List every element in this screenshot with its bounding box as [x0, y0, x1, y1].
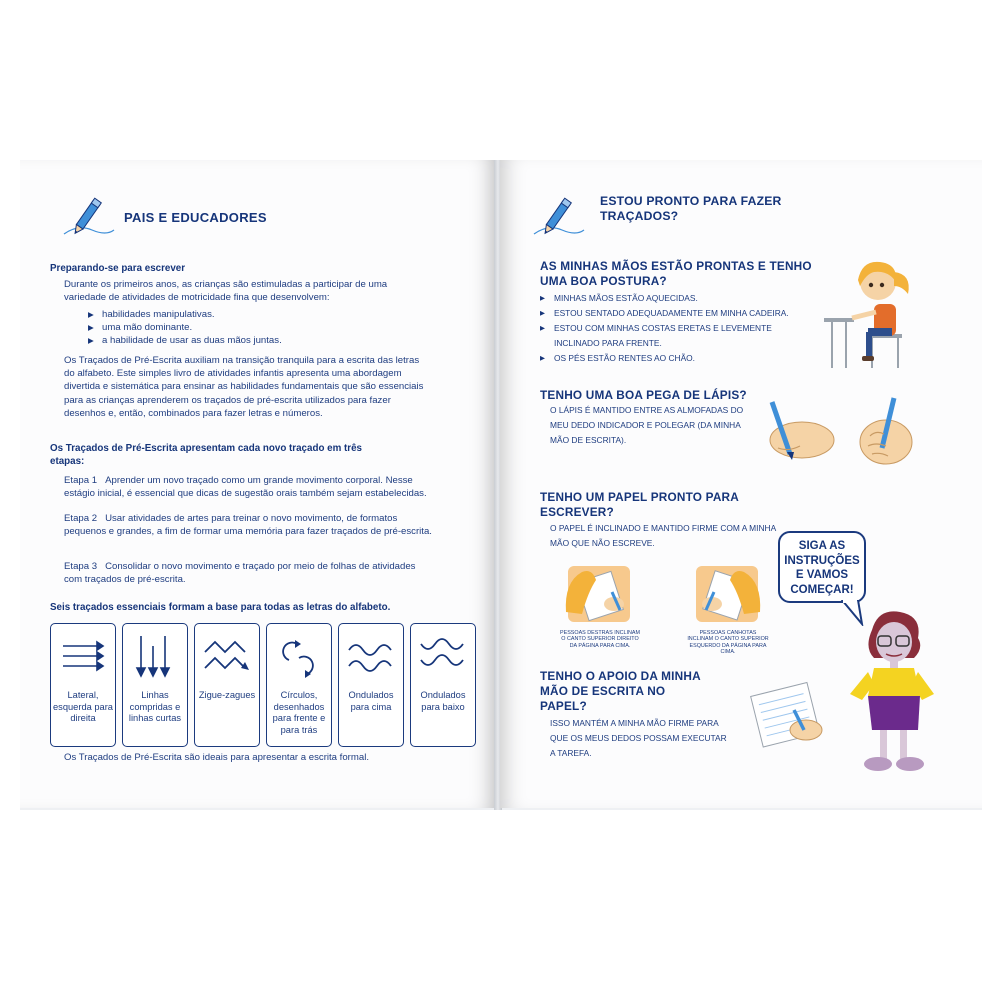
stroke-card-lateral — [50, 623, 116, 747]
left-page-title: PAIS E EDUCADORES — [124, 210, 267, 225]
right-page — [500, 160, 982, 808]
right-handed-caption: PESSOAS DESTRAS INCLINAM O CANTO SUPERIOR DIREITO DA PÁGINA PARA CIMA. — [560, 630, 640, 649]
list-item: ▶ habilidades manipulativas. — [88, 308, 388, 321]
right-page-title: ESTOU PRONTO PARA FAZER TRAÇADOS? — [600, 194, 782, 223]
teacher-character-illustration — [838, 608, 948, 780]
paragraph-two: Os Traçados de Pré-Escrita auxiliam na transição tranquila para a escrita das letras do alfabeto. Este simples livro de atividades infantis apresenta uma abordagem divertida e sistemática para ensinar as habilidades fundamentais que são essenciais para as crianças aprenderem os traçados de pré-escrita utilizados para fazer desenhos e, então, combinados para fazer letras e números. — [64, 355, 424, 419]
speech-bubble: SIGA AS INSTRUÇÕES E VAMOS COMEÇAR! — [778, 531, 866, 603]
stroke-card-zigzag — [194, 623, 260, 747]
section-title-preparing: Preparando-se para escrever — [50, 263, 186, 274]
left-handed-writing-illustration — [690, 562, 764, 626]
question-hand-support: TENHO O APOIO DA MINHA MÃO DE ESCRITA NO PAPEL? — [540, 669, 701, 713]
pencil-icon — [530, 190, 586, 240]
step-label: Etapa 3 — [64, 561, 98, 572]
step-3 — [64, 560, 436, 586]
vertical-arrows-icon — [131, 634, 177, 678]
open-book — [20, 160, 982, 810]
list-item: ▶ MINHAS MÃOS ESTÃO AQUECIDAS. — [540, 291, 810, 306]
wave-down-icon — [419, 634, 467, 678]
step-label: Etapa 1 — [64, 475, 98, 486]
stroke-caption: Lateral, esquerda para direita — [53, 690, 113, 724]
pencil-grip-hands-illustration — [754, 396, 924, 472]
stroke-cards — [30, 623, 466, 748]
question-paper-ready: TENHO UM PAPEL PRONTO PARA ESCREVER? — [540, 490, 739, 519]
posture-list — [540, 291, 810, 366]
stroke-card-wave-down — [410, 623, 476, 747]
list-item: ▶ ESTOU COM MINHAS COSTAS ERETAS E LEVEMENTE INCLINADO PARA FRENTE. — [540, 321, 810, 351]
left-page — [20, 160, 496, 808]
step-1 — [64, 474, 444, 500]
closing-text: Os Traçados de Pré-Escrita são ideais para apresentar a escrita formal. — [64, 752, 370, 763]
stroke-caption: Linhas compridas e linhas curtas — [128, 690, 182, 724]
list-item: ▶ ESTOU SENTADO ADEQUADAMENTE EM MINHA CADEIRA. — [540, 306, 810, 321]
paper-ready-text: O PAPEL É INCLINADO E MANTIDO FIRME COM A MINHA MÃO QUE NÃO ESCREVE. — [550, 523, 776, 548]
list-item: ▶ uma mão dominante. — [88, 321, 388, 334]
question-pencil-grip: TENHO UMA BOA PEGA DE LÁPIS? — [540, 388, 747, 402]
intro-paragraph: Durante os primeiros anos, as crianças são estimuladas a participar de uma variedade de atividades de motricidade fina que desenvolvem: — [64, 279, 388, 304]
step-label: Etapa 2 — [64, 513, 98, 524]
hand-on-paper-illustration — [748, 680, 832, 750]
list-item: ▶ OS PÉS ESTÃO RENTES AO CHÃO. — [540, 351, 810, 366]
step-text: Consolidar o novo movimento e traçado por meio de folhas de atividades com traçados de pré-escrita. — [64, 561, 416, 586]
stroke-caption: Ondulados para cima — [348, 690, 394, 712]
stroke-card-lines — [122, 623, 188, 747]
girl-at-desk-illustration — [822, 252, 932, 372]
step-text: Usar atividades de artes para treinar o novo movimento, de formatos pequenos e grandes, a fim de formar uma memória para fazer traçados de pré-escrita. — [64, 513, 432, 538]
hand-support-text: ISSO MANTÉM A MINHA MÃO FIRME PARA QUE OS MEUS DEDOS POSSAM EXECUTAR A TAREFA. — [550, 718, 727, 758]
stroke-card-wave-up — [338, 623, 404, 747]
section-title-stages: Os Traçados de Pré-Escrita apresentam cada novo traçado em três etapas: — [50, 443, 363, 467]
list-item: ▶ a habilidade de usar as duas mãos juntas. — [88, 334, 388, 347]
step-text: Aprender um novo traçado como um grande movimento corporal. Nesse estágio inicial, é essencial que dicas de sugestão orais também sejam estabelecidas. — [64, 475, 427, 500]
stroke-caption: Círculos, desenhados para frente e para trás — [272, 690, 326, 735]
section-title-strokes: Seis traçados essenciais formam a base para todas as letras do alfabeto. — [50, 602, 391, 613]
stroke-card-circles — [266, 623, 332, 747]
right-handed-writing-illustration — [562, 562, 636, 626]
pencil-grip-text: O LÁPIS É MANTIDO ENTRE AS ALMOFADAS DO MEU DEDO INDICADOR E POLEGAR (DA MINHA MÃO DE ESCRITA). — [550, 405, 744, 445]
pencil-icon — [60, 190, 116, 240]
stroke-caption: Ondulados para baixo — [420, 690, 466, 712]
left-handed-caption: PESSOAS CANHOTAS INCLINAM O CANTO SUPERIOR ESQUERDO DA PÁGINA PARA CIMA. — [687, 630, 769, 656]
horizontal-arrows-icon — [59, 634, 105, 678]
zigzag-icon — [203, 634, 251, 678]
speech-bubble-tail — [840, 600, 864, 626]
circles-icon — [275, 634, 323, 678]
skills-list — [88, 308, 388, 348]
step-2 — [64, 512, 436, 538]
wave-up-icon — [347, 634, 395, 678]
question-posture: AS MINHAS MÃOS ESTÃO PRONTAS E TENHO UMA BOA POSTURA? — [540, 259, 812, 288]
stroke-caption: Zigue-zagues — [198, 690, 256, 700]
